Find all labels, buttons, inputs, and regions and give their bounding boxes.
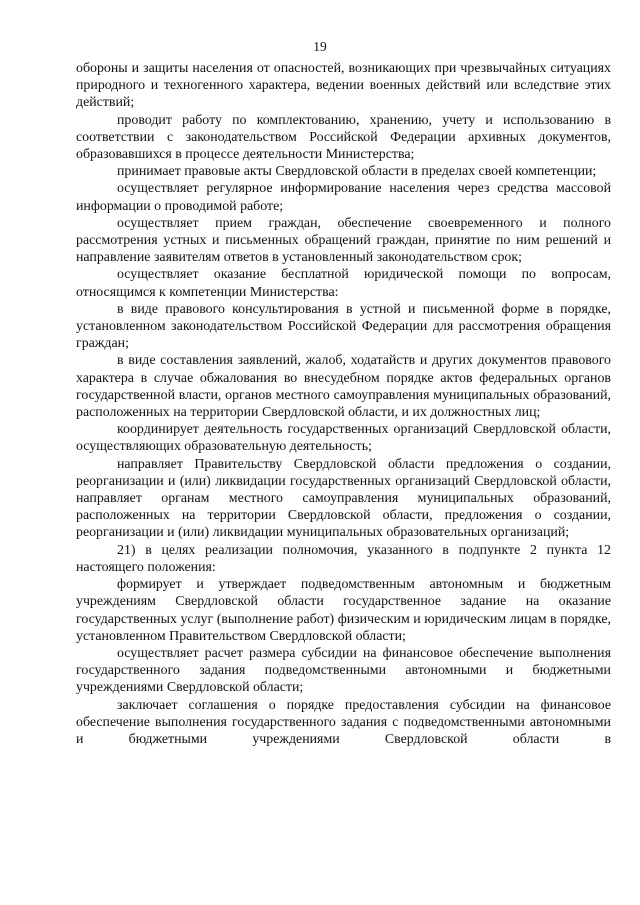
document-body (76, 60, 611, 748)
page-number: 19 (313, 39, 327, 54)
paragraph-11: 21) в целях реализации полномочия, указанного в подпункте 2 пункта 12 настоящего положения: (76, 542, 611, 575)
paragraph-10: направляет Правительству Свердловской области предложения о создании, реорганизации и (или) ликвидации государственных организаций Свердловской области, направляет органам местного самоуправления муниципальных образований, расположенных на территории Свердловской области, предложения о создании, реорганизации и (или) ликвидации муниципальных образовательных организаций; (76, 456, 611, 541)
paragraph-8: в виде составления заявлений, жалоб, ходатайств и других документов правового характера в случае обжалования во внесудебном порядке актов федеральных органов государственной власти, органов местного самоуправления муниципальных образований, расположенных на территории Свердловской области, и их должностных лиц; (76, 353, 611, 421)
paragraph-12: формирует и утверждает подведомственным автономным и бюджетным учреждениям Свердловской области государственное задание на оказание государственных услуг (выполнение работ) физическим и юридическим лицам в порядке, установленном Правительством Свердловской области; (76, 577, 611, 644)
paragraph-6: осуществляет оказание бесплатной юридической помощи по вопросам, относящимся к компетенции Министерства: (76, 267, 611, 300)
paragraph-13: осуществляет расчет размера субсидии на финансовое обеспечение выполнения государственного задания подведомственными автономными и бюджетными учреждениями Свердловской области; (76, 645, 611, 696)
paragraph-14: заключает соглашения о порядке предоставления субсидии на финансовое обеспечение выполнения государственного задания с подведомственными автономными и бюджетными учреждениями Свердловской области в (76, 697, 611, 747)
paragraph-7: в виде правового консультирования в устной и письменной форме в порядке, установленном законодательством Российской Федерации для рассмотрения обращения граждан; (76, 301, 611, 352)
paragraph-9: координирует деятельность государственных организаций Свердловской области, осуществляющих образовательную деятельность; (76, 422, 611, 455)
paragraph-1: обороны и защиты населения от опасностей, возникающих при чрезвычайных ситуациях природного и техногенного характера, ведении военных действий или вследствие этих действий; (76, 61, 611, 111)
paragraph-3: принимает правовые акты Свердловской области в пределах своей компетенции; (117, 164, 597, 180)
paragraph-4: осуществляет регулярное информирование населения через средства массовой информации о проводимой работе; (76, 181, 611, 214)
paragraph-2: проводит работу по комплектованию, хранению, учету и использованию в соответствии с законодательством Российской Федерации архивных документов, образовавшихся в процессе деятельности Министерства; (76, 112, 611, 163)
paragraph-5: осуществляет прием граждан, обеспечение своевременного и полного рассмотрения устных и письменных обращений граждан, принятие по ним решений и направление заявителям ответов в установленный законодательством срок; (76, 215, 611, 266)
